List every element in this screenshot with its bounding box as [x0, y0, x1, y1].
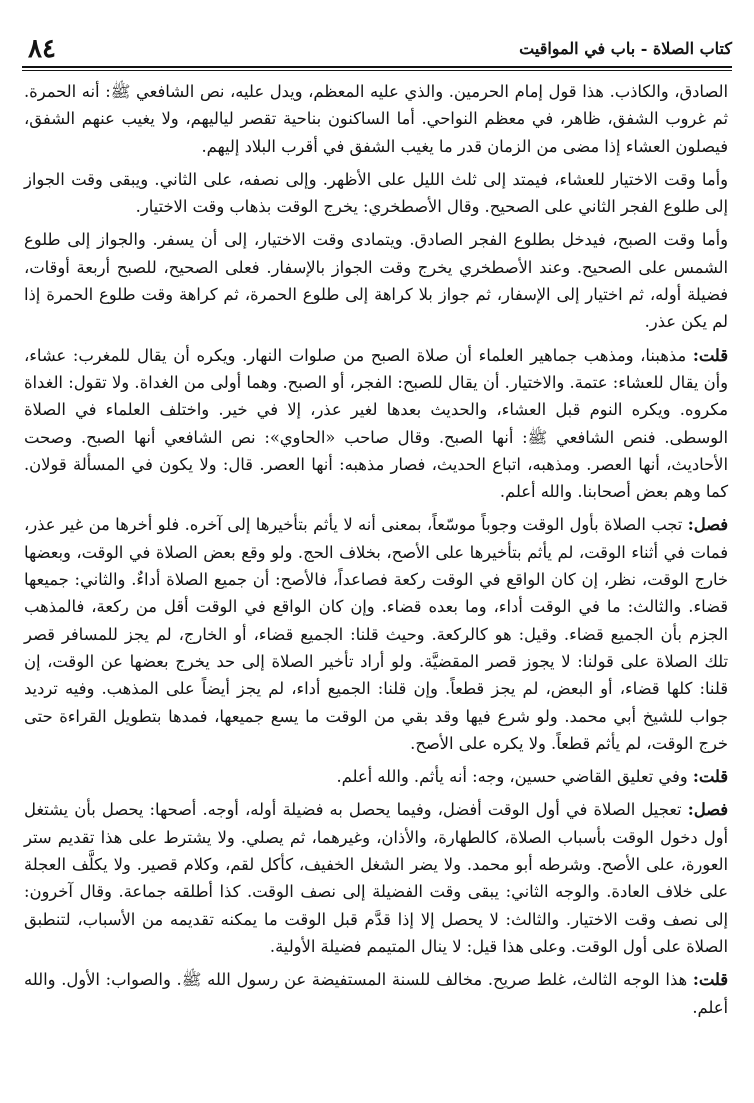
- paragraph-keyword: فصل:: [687, 800, 728, 820]
- paragraph-text: الصادق، والكاذب. هذا قول إمام الحرمين. والذي عليه المعظم، ويدل عليه، نص الشافعي ﷺ: أنه الحمرة. ثم غروب الشفق، ظاهر، في معظم النواحي. أما الساكنون بناحية تقصر لياليهم، ولا يغيب عنهم الشفق، فيصلون العشاء إذا مضى من الزمان قدر ما يغيب الشفق في أقرب البلاد إليهم.: [24, 82, 728, 156]
- header-divider: [22, 66, 732, 71]
- running-head: كتاب الصلاة - باب في المواقيت: [519, 39, 732, 58]
- paragraph-text: هذا الوجه الثالث، غلط صريح. مخالف للسنة المستفيضة عن رسول الله ﷺ. والصواب: الأول. والله أعلم.: [24, 970, 728, 1017]
- paragraph-keyword: قلت:: [692, 767, 728, 787]
- paragraph: [24, 226, 728, 335]
- paragraph-text: مذهبنا، ومذهب جماهير العلماء أن صلاة الصبح من صلوات النهار. ويكره أن يقال للمغرب: عشاء، وأن يقال للعشاء: عتمة. والاختيار. أن يقال للصبح: الفجر، أو الصبح. وهما أولى من الغداة. ولا تقول: الغداة مكروه. ويكره النوم قبل العشاء، والحديث بعدها لغير عذر، إلا في خير. واختلف العلماء في الصلاة الوسطى. فنص الشافعي ﷺ: أنها الصبح. وقال صاحب «الحاوي»: نص الشافعي أنها الصبح. وصحت الأحاديث، أنها العصر. ومذهبه، اتباع الحديث، فصار مذهبه: أنها العصر. قال: ولا يكون في المسألة قولان. كما وهم بعض أصحابنا. والله أعلم.: [24, 345, 728, 502]
- page-number: ٨٤: [28, 34, 56, 64]
- paragraph-keyword: قلت:: [692, 345, 728, 365]
- paragraph-text: تعجيل الصلاة في أول الوقت أفضل، وفيما يحصل به فضيلة أوله، أوجه. أصحها: يحصل بأن يشتغل أول دخول الوقت بأسباب الصلاة، كالطهارة، والأذان، وغيرهما، ثم يصلي. ولا يشترط على هذا تقديم ستر العورة، على الأصح. وشرطه أبو محمد. ولا يضر الشغل الخفيف، كأكل لقم، وكلام قصير. ولا يكلَّف العجلة على خلاف العادة. والوجه الثاني: يبقى وقت الفضيلة إلى نصف الوقت. كذا أطلقه جماعة. وقال آخرون: إلى نصف وقت الاختيار. والثالث: لا يحصل إلا إذا قدَّم قبل الوقت ما يمكنه تقديمه من الأسباب، لتنطبق الصلاة على أول الوقت. وعلى هذا قيل: لا ينال المتيمم فضيلة الأولية.: [24, 800, 728, 956]
- paragraph: [24, 342, 728, 506]
- paragraph-text: تجب الصلاة بأول الوقت وجوباً موسّعاً، بمعنى أنه لا يأثم بتأخيرها إلى آخره. فلو أخرها من غير عذر، فمات في أثناء الوقت، لم يأثم بتأخيرها على الأصح، بخلاف الحج. ولو وقع بعض الصلاة في الوقت، وبعضها خارج الوقت، نظر، إن كان الواقع في الوقت ركعة فصاعداً، فالأصح: أن جميع الصلاة أداءٌ. والثاني: جميعها قضاء. والثالث: ما في الوقت أداء، وما بعده قضاء. وإن كان الواقع في الوقت أقل من ركعة، فالمذهب الجزم بأن الجميع قضاء. وقيل: هو كالركعة. وحيث قلنا: الجميع قضاء، أو الخارج، لم يجز للمسافر قصر تلك الصلاة على قولنا: لا يجوز قصر المقضيَّة. ولو أراد تأخير الصلاة إلى حد يخرج بعضها عن الوقت، إن قلنا: كلها قضاء، أو البعض، لم يجز قطعاً. وإن قلنا: الجميع أداء، لم يجز أيضاً على المذهب. وفيه ترديد جواب للشيخ أبي محمد. ولو شرع فيها وقد بقي من الوقت ما يسع جميعها، فمدها بتطويل القراءة حتى خرج الوقت، لم يأثم قطعاً. ولا يكره على الأصح.: [24, 515, 728, 753]
- paragraph-keyword: قلت:: [692, 970, 729, 990]
- paragraph: [24, 966, 728, 1021]
- paragraph-text: وأما وقت الصبح، فيدخل بطلوع الفجر الصادق. ويتمادى وقت الاختيار، إلى أن يسفر. والجواز إلى طلوع الشمس على الصحيح. وعند الأصطخري يخرج وقت الجواز بالإسفار. فعلى الصحيح، للصبح أربعة أوقات، فضيلة أوله، ثم اختيار إلى الإسفار، ثم جواز بلا كراهة إلى طلوع الحمرة، ثم كراهة وقت طلوع الحمرة إذا لم يكن عذر.: [24, 230, 728, 332]
- paragraph: [24, 166, 728, 221]
- body-text: [24, 78, 728, 1027]
- paragraph: [24, 511, 728, 757]
- paragraph: [24, 796, 728, 960]
- paragraph-text: وأما وقت الاختيار للعشاء، فيمتد إلى ثلث الليل على الأظهر. وإلى نصفه، على الثاني. ويبقى وقت الجواز إلى طلوع الفجر الثاني على الصحيح. وقال الأصطخري: يخرج الوقت بذهاب وقت الاختيار.: [24, 169, 728, 217]
- paragraph: [24, 78, 728, 160]
- paragraph-keyword: فصل:: [687, 515, 728, 535]
- paragraph-text: وفي تعليق القاضي حسين، وجه: أنه يأثم. والله أعلم.: [336, 767, 688, 787]
- page-header: [28, 28, 732, 62]
- paragraph: [24, 763, 728, 790]
